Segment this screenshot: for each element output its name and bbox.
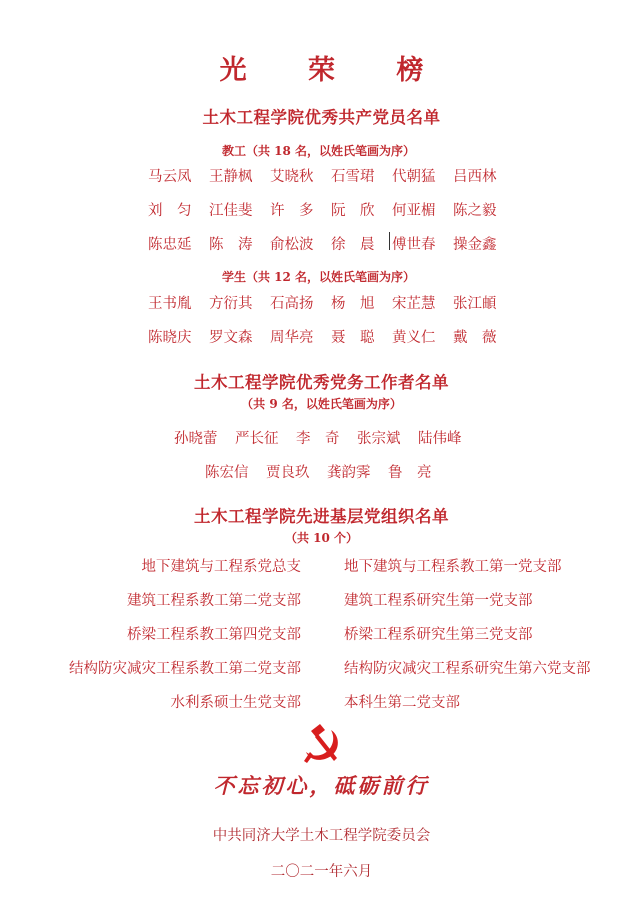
date: 二〇二一年六月 [270,864,373,880]
party-workers-heading: 土木工程学院优秀党务工作者名单 [194,373,449,392]
member-name: 张江頔 [453,296,497,312]
member-name: 俞松波 [270,237,314,253]
student-row [148,326,514,347]
org-name: 桥梁工程系研究生第三党支部 [344,627,533,643]
text-cursor [389,232,390,250]
member-name: 王书胤 [148,296,192,312]
slogan: 不忘初心，砥砺前行 [213,773,430,798]
worker-row [174,427,479,448]
staff-label: 教工（共 18 名，以姓氏笔画为序） [222,144,416,158]
member-name: 操金鑫 [453,237,497,253]
org-name: 桥梁工程系教工第四党支部 [127,627,301,643]
member-name: 周华亮 [270,330,314,346]
org-name: 建筑工程系研究生第一党支部 [344,593,533,609]
member-name: 王静枫 [209,169,253,185]
student-row [148,292,514,313]
staff-row [148,199,514,220]
staff-row [148,233,514,254]
member-name: 何亚楣 [392,203,436,219]
member-name: 石雪珺 [331,169,375,185]
member-name: 艾晓秋 [270,169,314,185]
hammer-sickle-icon [301,722,345,766]
member-name: 陈之毅 [453,203,497,219]
worker-name: 龚韵霁 [327,465,371,481]
org-name: 水利系硕士生党支部 [170,695,301,711]
page-title: 光 荣 榜 [219,55,450,86]
issuer: 中共同济大学土木工程学院委员会 [212,828,431,844]
member-name: 杨 旭 [331,296,375,312]
staff-row [148,165,514,186]
worker-name: 孙晓蕾 [174,431,218,447]
member-name: 代朝猛 [392,169,436,185]
worker-name: 严长征 [235,431,279,447]
org-name: 结构防灾减灾工程系教工第二党支部 [69,661,301,677]
member-name: 傅世春 [392,237,436,253]
worker-name: 张宗斌 [357,431,401,447]
member-name: 马云凤 [148,169,192,185]
org-name: 地下建筑与工程系教工第一党支部 [344,559,562,575]
member-name: 方衍其 [209,296,253,312]
member-name: 阮 欣 [331,203,375,219]
member-name: 陈 涛 [209,237,253,253]
member-name: 宋芷慧 [392,296,436,312]
member-name: 陈晓庆 [148,330,192,346]
member-name: 陈忠延 [148,237,192,253]
student-label: 学生（共 12 名，以姓氏笔画为序） [222,270,416,284]
member-name: 戴 薇 [453,330,497,346]
org-name: 地下建筑与工程系党总支 [141,559,301,575]
member-name: 罗文森 [209,330,253,346]
member-name: 许 多 [270,203,314,219]
worker-row [205,461,449,482]
org-name: 建筑工程系教工第二党支部 [127,593,301,609]
member-name: 吕西林 [453,169,497,185]
org-name: 结构防灾减灾工程系研究生第六党支部 [344,661,591,677]
member-name: 聂 聪 [331,330,375,346]
worker-name: 陈宏信 [205,465,249,481]
worker-name: 鲁 亮 [388,465,432,481]
member-name: 徐 晨 [331,237,375,253]
worker-name: 贾良玖 [266,465,310,481]
party-members-heading: 土木工程学院优秀共产党员名单 [202,108,441,127]
party-workers-label: （共 9 名，以姓氏笔画为序） [241,397,402,411]
worker-name: 陆伟峰 [418,431,462,447]
member-name: 石高扬 [270,296,314,312]
org-name: 本科生第二党支部 [344,695,460,711]
member-name: 黄义仁 [392,330,436,346]
worker-name: 李 奇 [296,431,340,447]
member-name: 江佳斐 [209,203,253,219]
party-orgs-label: （共 10 个） [284,531,359,545]
member-name: 刘 匀 [148,203,192,219]
party-orgs-heading: 土木工程学院先进基层党组织名单 [194,507,449,526]
